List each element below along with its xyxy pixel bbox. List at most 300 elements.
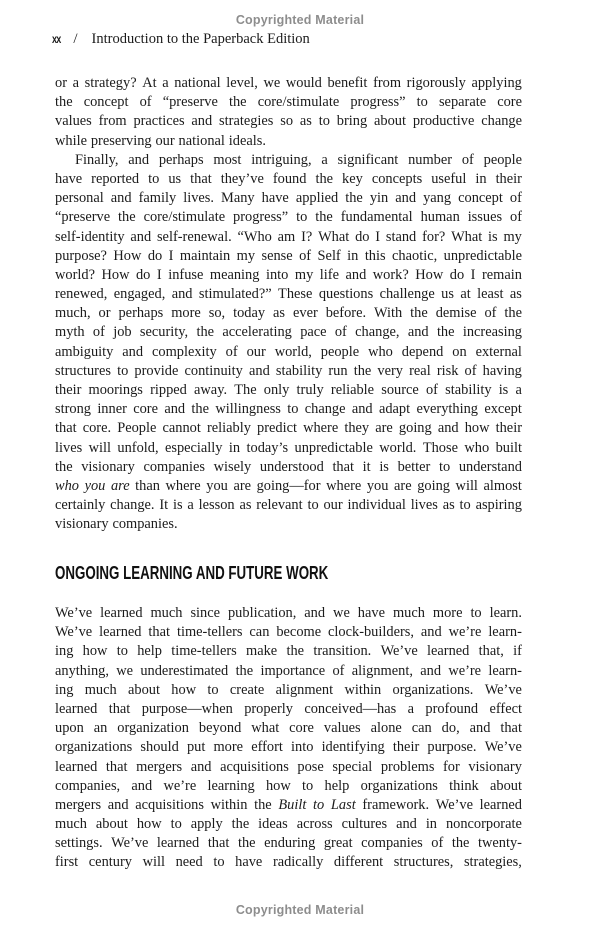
word: we’re	[448, 662, 482, 679]
word: enduring	[264, 835, 316, 852]
word: so,	[208, 305, 226, 322]
word: external	[475, 343, 522, 360]
text-line	[55, 209, 522, 228]
word: do	[135, 266, 151, 283]
word: how	[136, 816, 162, 833]
word: make	[246, 643, 278, 660]
word: to	[416, 94, 428, 111]
word: and	[304, 605, 326, 621]
word: the	[231, 816, 250, 833]
word: much	[150, 605, 183, 621]
word: personal	[55, 190, 104, 207]
word: core	[133, 401, 158, 418]
word: and	[171, 286, 193, 303]
word: than	[135, 477, 160, 494]
word: a	[162, 75, 169, 91]
word: alignment,	[351, 662, 413, 679]
word: who	[368, 343, 393, 360]
word: within	[344, 681, 382, 698]
word: transition.	[313, 643, 372, 660]
word: certainly	[55, 497, 106, 514]
word: do	[355, 228, 370, 245]
word: of	[332, 662, 345, 679]
word: At	[142, 75, 157, 91]
word: organizations	[360, 777, 438, 794]
word: acquisitions	[220, 758, 289, 775]
word: of	[425, 382, 438, 398]
word: sense	[261, 247, 293, 264]
word: conceived—has	[304, 700, 397, 717]
word: you	[366, 477, 389, 494]
word: and	[345, 266, 367, 283]
word: clock-builders,	[328, 624, 414, 641]
word: pace	[300, 324, 327, 341]
word: I	[375, 228, 381, 245]
copyright-bottom-label: Copyrighted Material	[235, 903, 365, 917]
word: where	[303, 420, 339, 437]
word: they	[344, 420, 370, 437]
word: mergers	[55, 796, 102, 813]
word: found	[272, 170, 307, 187]
word: problems	[380, 758, 435, 775]
text-line	[55, 835, 522, 854]
header-title: Introduction to the Paperback Edition	[91, 31, 310, 47]
word: concepts	[371, 170, 423, 187]
word: significant	[337, 151, 399, 168]
word: moorings	[88, 382, 143, 398]
text-line	[55, 701, 522, 720]
word: into	[291, 739, 314, 756]
word: purpose—when	[141, 700, 233, 717]
word: alone	[370, 720, 402, 737]
word: companies.	[112, 516, 178, 533]
word: life	[319, 266, 339, 283]
word: my	[294, 266, 314, 283]
word: self-renewal.	[156, 228, 232, 245]
word: publication,	[227, 605, 297, 621]
word: and	[420, 662, 442, 679]
word: of	[431, 835, 444, 852]
word: have	[261, 190, 289, 207]
word: especially	[164, 439, 223, 456]
word: national	[174, 75, 221, 91]
word: help	[137, 643, 162, 660]
word: in	[425, 816, 438, 833]
word: we’re	[163, 777, 197, 794]
text-line	[55, 248, 522, 267]
word: and	[164, 401, 186, 418]
text-line	[55, 759, 522, 778]
word: to	[148, 170, 160, 187]
word: is	[488, 228, 498, 245]
word: inner	[97, 401, 127, 418]
word: We’ve	[55, 605, 93, 621]
word: Built	[278, 796, 307, 813]
word: are	[110, 477, 130, 494]
text-line	[55, 305, 522, 324]
text-line	[55, 75, 522, 94]
word: much	[392, 605, 425, 621]
word: effort	[251, 739, 283, 756]
word: national	[178, 132, 225, 149]
word: where	[326, 477, 362, 494]
word: “preserve	[162, 94, 218, 111]
word: We’ve	[111, 835, 149, 852]
word: What	[318, 228, 350, 245]
word: applied	[295, 190, 339, 207]
word: How	[113, 247, 142, 264]
word: yang	[423, 190, 452, 207]
word: the	[191, 401, 210, 418]
word: and	[128, 151, 150, 168]
word: twenty-	[478, 835, 522, 852]
word: work?	[372, 266, 409, 283]
text-line	[55, 797, 522, 816]
paragraph	[55, 75, 522, 152]
word: of	[464, 362, 477, 379]
word: learn-	[488, 624, 522, 641]
word: willingness	[215, 401, 281, 418]
text-line	[55, 94, 522, 113]
word: core/stimulate	[143, 209, 226, 226]
word: demise	[435, 305, 477, 322]
word: as	[442, 497, 455, 514]
word: will	[142, 854, 165, 871]
word: apply	[190, 816, 223, 833]
word: should	[140, 739, 179, 756]
word: adapt	[378, 401, 411, 418]
word: unpredictable	[443, 247, 522, 264]
word: for	[442, 758, 460, 775]
word: and	[395, 190, 417, 207]
word: understand	[458, 458, 522, 475]
word: as	[299, 113, 312, 130]
word: how	[82, 643, 108, 660]
word: I	[156, 266, 162, 283]
text-line	[55, 382, 522, 401]
word: infuse	[168, 266, 204, 283]
word: We’ve	[484, 739, 522, 756]
word: alignment	[275, 681, 334, 698]
word: remain	[481, 266, 522, 283]
text-line	[55, 478, 522, 497]
word: risk	[436, 362, 459, 379]
word: depend	[401, 343, 444, 360]
word: is	[172, 497, 183, 514]
word: and	[469, 720, 491, 737]
word: help	[324, 777, 350, 794]
word: of	[484, 305, 497, 322]
word: that	[190, 170, 212, 187]
word: With	[374, 305, 403, 322]
word: are	[233, 477, 252, 494]
word: us	[441, 286, 454, 303]
word: as	[239, 497, 252, 514]
word: first	[55, 854, 79, 871]
word: and	[122, 343, 144, 360]
word: much	[84, 681, 117, 698]
word: Self	[317, 247, 341, 264]
word: in	[228, 439, 241, 456]
word: time-tellers	[176, 624, 243, 641]
word: and	[191, 113, 213, 130]
word: are	[394, 477, 412, 494]
word: preserving	[90, 132, 152, 149]
word: are	[375, 420, 393, 437]
text-line	[55, 401, 522, 420]
word: companies,	[55, 777, 121, 794]
word: more	[213, 739, 244, 756]
word: practices	[133, 113, 185, 130]
word: at	[460, 286, 471, 303]
word: century	[88, 854, 132, 871]
word: reported	[91, 170, 140, 187]
word: the	[286, 643, 305, 660]
word: we	[116, 662, 134, 679]
word: pose	[297, 758, 324, 775]
word: structures	[55, 362, 111, 379]
word: framework.	[362, 796, 430, 813]
word: can	[411, 720, 432, 737]
word: lives.	[183, 190, 214, 207]
word: to	[213, 854, 225, 871]
word: the	[345, 190, 363, 207]
word: what	[251, 720, 280, 737]
word: effect	[489, 700, 522, 717]
word: ripped	[150, 382, 187, 398]
text-line	[55, 459, 522, 478]
word: of	[92, 324, 105, 341]
word: a	[187, 497, 194, 514]
word: the	[228, 94, 247, 111]
word: or	[55, 75, 67, 91]
word: learning	[207, 777, 255, 794]
word: Many	[221, 190, 255, 207]
word: a	[407, 700, 414, 717]
word: change.	[110, 497, 155, 514]
word: ideals.	[228, 132, 266, 149]
word: lesson	[198, 497, 235, 514]
word: We’ve	[380, 643, 418, 660]
word: increasing	[462, 324, 522, 341]
word: the	[451, 835, 470, 852]
word: if	[513, 643, 522, 660]
word: provide	[134, 362, 179, 379]
word: and	[190, 758, 212, 775]
word: source	[381, 382, 419, 398]
word: values	[55, 113, 92, 130]
text-line	[55, 816, 522, 835]
text-line	[55, 267, 522, 286]
word: except	[484, 401, 522, 418]
word: more	[171, 305, 201, 322]
word: accelerating	[222, 324, 292, 341]
word: useful	[431, 170, 467, 187]
word: about	[128, 681, 160, 698]
word: need	[175, 854, 203, 871]
word: do	[449, 266, 465, 283]
word: built	[495, 439, 522, 456]
word: rigorously	[406, 75, 466, 91]
text-line	[55, 682, 522, 701]
word: we	[263, 75, 281, 91]
text-line	[55, 739, 522, 758]
word: I	[168, 247, 174, 264]
word: strategies,	[463, 854, 522, 871]
word: How	[415, 266, 444, 283]
word: unpredictable	[294, 439, 373, 456]
word: profound	[425, 700, 479, 717]
word: and	[248, 362, 270, 379]
word: anything,	[55, 662, 109, 679]
word: people	[483, 151, 522, 168]
word: purpose?	[55, 247, 107, 264]
word: their	[495, 170, 522, 187]
word: we	[333, 605, 350, 621]
text-line	[55, 605, 522, 624]
word: to	[459, 497, 471, 514]
word: who	[464, 439, 490, 456]
word: it	[362, 458, 371, 475]
word: to	[207, 681, 219, 698]
word: that	[332, 458, 355, 475]
word: productive	[412, 113, 475, 130]
running-header	[52, 31, 310, 48]
word: Finally,	[75, 151, 119, 168]
word: strategy?	[84, 75, 137, 91]
word: perhaps	[118, 305, 164, 322]
word: cannot	[162, 420, 201, 437]
word: intriguing,	[251, 151, 312, 168]
word: the	[55, 94, 73, 111]
word: only	[263, 382, 290, 398]
word: and	[396, 816, 417, 833]
word: can	[249, 624, 270, 641]
word: that,	[478, 643, 504, 660]
text-line	[55, 854, 522, 873]
word: is	[498, 382, 509, 398]
text-line	[55, 152, 522, 171]
word: much	[55, 816, 87, 833]
word: about	[490, 777, 522, 794]
word: of	[139, 94, 152, 111]
word: us	[168, 170, 182, 187]
word: about	[95, 816, 128, 833]
word: our	[155, 132, 175, 149]
word: meaning	[209, 266, 260, 283]
word: It	[159, 497, 169, 514]
text-line	[55, 363, 522, 382]
word: core	[289, 720, 314, 737]
text-line	[55, 720, 522, 739]
word: continuity	[184, 362, 243, 379]
text-line	[55, 420, 522, 439]
word: to	[470, 605, 482, 621]
word: lives	[410, 497, 438, 514]
word: concept	[458, 190, 503, 207]
word: going	[417, 477, 450, 494]
text-line	[55, 344, 522, 363]
word: today	[233, 305, 266, 322]
word: wisely	[213, 458, 252, 475]
word: from	[373, 75, 402, 91]
word: cultures	[341, 816, 388, 833]
word: visionary	[55, 516, 109, 533]
text-line	[55, 190, 522, 209]
word: settings.	[55, 835, 103, 852]
word: ever	[292, 305, 318, 322]
word: stability	[275, 362, 323, 379]
word: a	[515, 382, 522, 398]
word: have	[55, 170, 83, 187]
word: the	[237, 835, 256, 852]
word: on	[452, 343, 467, 360]
word: family	[138, 190, 177, 207]
text-line	[55, 778, 522, 797]
word: strong	[55, 401, 91, 418]
word: different	[333, 854, 384, 871]
word: learned	[55, 700, 98, 717]
word: human	[420, 209, 460, 226]
word: progress”	[350, 94, 406, 111]
word: properly	[244, 700, 293, 717]
paragraph	[55, 605, 522, 874]
word: great	[323, 835, 353, 852]
text-line	[55, 516, 522, 535]
word: applying	[471, 75, 522, 91]
word: of	[334, 324, 347, 341]
word: to	[116, 643, 128, 660]
word: will	[88, 439, 111, 456]
word: almost	[483, 477, 522, 494]
word: and	[407, 324, 429, 341]
word: visionary	[81, 458, 135, 475]
word: relevant	[256, 497, 303, 514]
word: identifying	[321, 739, 385, 756]
word: least	[477, 286, 504, 303]
word: we’re	[448, 624, 482, 641]
word: to	[307, 497, 319, 514]
word: people	[320, 343, 360, 360]
word: companies	[361, 835, 423, 852]
word: the	[353, 362, 372, 379]
word: predict	[257, 420, 297, 437]
word: What	[451, 228, 483, 245]
word: acquisitions	[135, 796, 204, 813]
word: that	[105, 758, 128, 775]
word: real	[409, 362, 431, 379]
word: individual	[347, 497, 406, 514]
separator-slash: /	[73, 31, 78, 47]
page-number: xx	[52, 32, 61, 46]
word: that	[207, 835, 230, 852]
word: ing	[55, 643, 74, 660]
word: “Who	[237, 228, 272, 245]
word: more	[432, 605, 463, 621]
word: separate	[438, 94, 487, 111]
word: much,	[55, 305, 91, 322]
word: become	[276, 624, 322, 641]
word: and	[420, 624, 442, 641]
word: will	[455, 477, 478, 494]
word: that	[108, 700, 131, 717]
word: challenge	[379, 286, 435, 303]
word: change	[481, 113, 522, 130]
word: of	[510, 209, 522, 226]
word: the	[235, 662, 254, 679]
word: is	[379, 458, 389, 475]
word: Last	[330, 796, 356, 813]
